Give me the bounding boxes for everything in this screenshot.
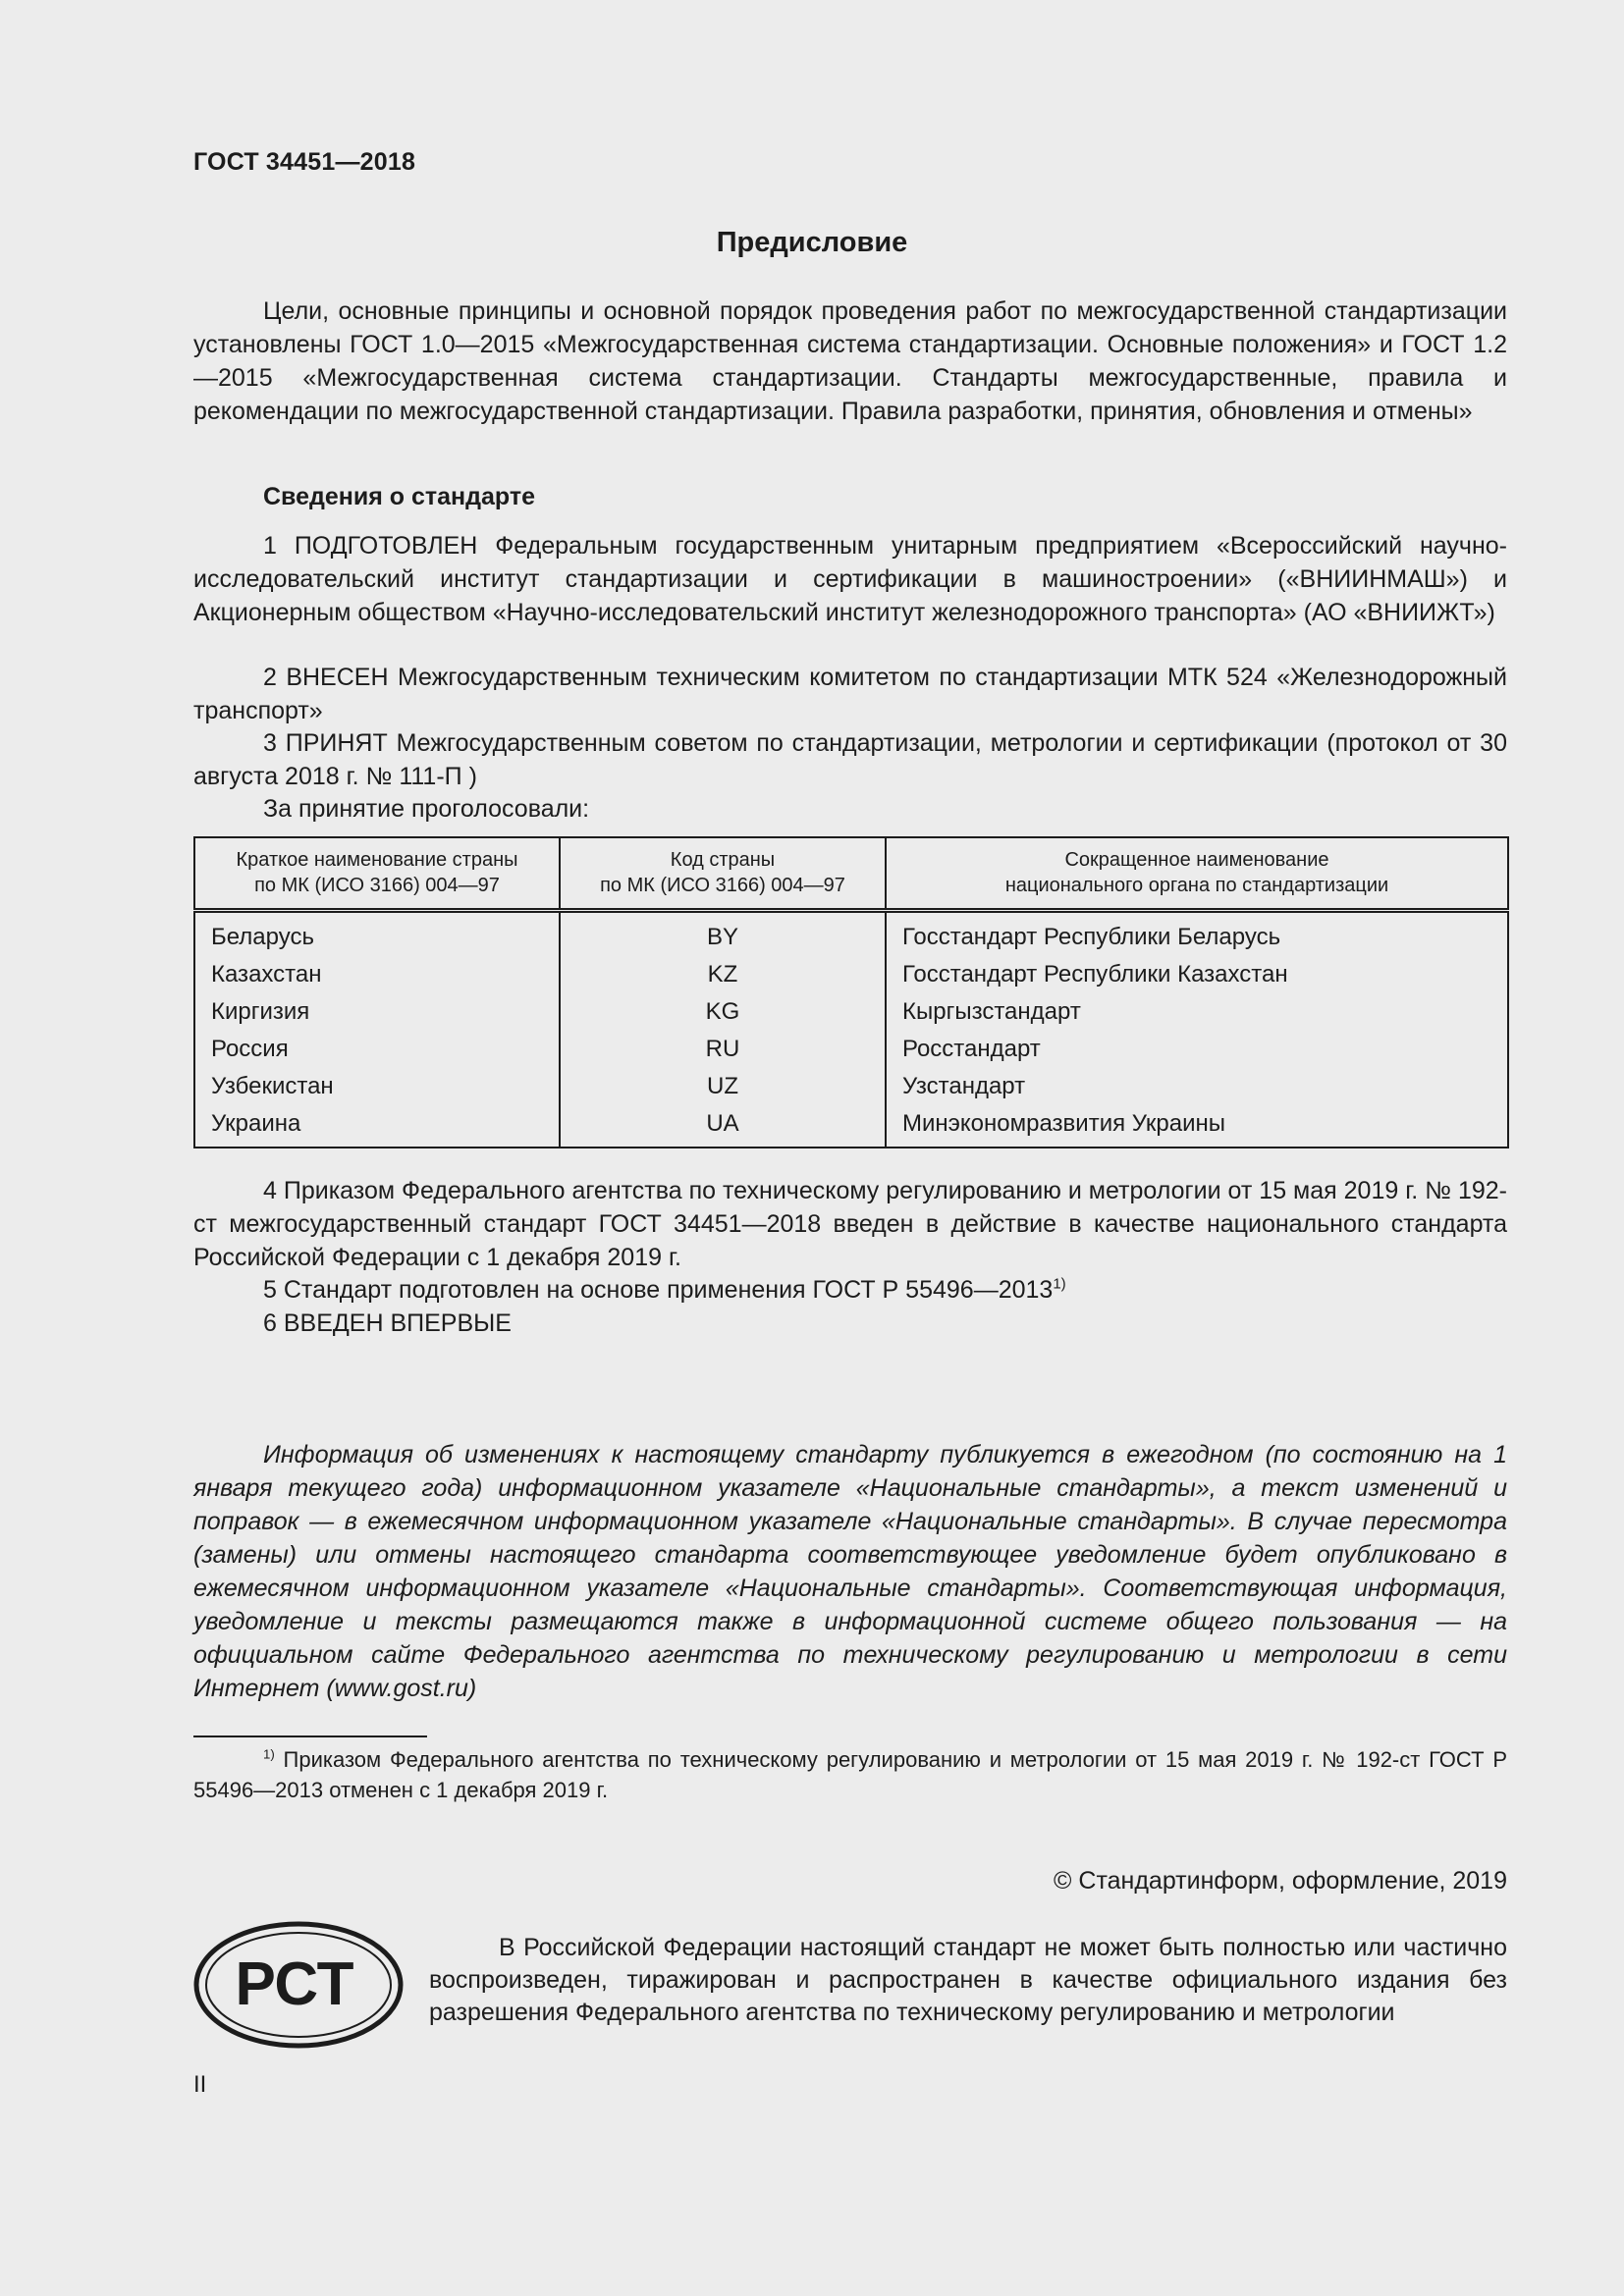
item-prepared: 1 ПОДГОТОВЛЕН Федеральным государственным унитарным предприятием «Всероссийский научно-исследовательский институт стандартизации и сертификации в машиностроении» («ВНИИНМАШ») и Акционерным обществом «Научно-исследовательский институт железнодорожного транспорта» (АО «ВНИИЖТ») [193, 532, 1507, 626]
info-heading: Сведения о стандарте [263, 483, 536, 510]
table-row [194, 993, 1508, 1031]
country-name: Казахстан [194, 956, 560, 993]
footnote-divider [193, 1735, 427, 1737]
table-row [194, 956, 1508, 993]
footnote [193, 1744, 1507, 1805]
table-row [194, 1105, 1508, 1148]
header-country-code: Код страны по МК (ИСО 3166) 004—97 [560, 837, 886, 911]
table-row [194, 1068, 1508, 1105]
footnote-ref: 1) [1053, 1275, 1066, 1293]
copyright: © Стандартинформ, оформление, 2019 [1054, 1867, 1507, 1895]
page-title: Предисловие [716, 227, 908, 258]
country-name: Россия [194, 1031, 560, 1068]
voting-table [193, 836, 1509, 1148]
country-code: BY [560, 911, 886, 957]
standards-body: Минэкономразвития Украины [886, 1105, 1508, 1148]
country-name: Беларусь [194, 911, 560, 957]
rights-notice: В Российской Федерации настоящий стандарт не может быть полностью или частично воспроизведен, тиражирован и распространен в качестве официального издания без разрешения Федерального агентства по техническому регулированию и метрологии [429, 1934, 1507, 2026]
svg-text:РСТ: РСТ [235, 1950, 354, 2018]
item-introduced: 2 ВНЕСЕН Межгосударственным техническим комитетом по стандартизации МТК 524 «Железнодорожный транспорт» [193, 664, 1507, 724]
country-name: Киргизия [194, 993, 560, 1031]
table-header-row [194, 837, 1508, 911]
standards-body: Росстандарт [886, 1031, 1508, 1068]
document-code: ГОСТ 34451—2018 [193, 148, 416, 176]
country-code: KG [560, 993, 886, 1031]
footnote-marker: 1) [263, 1746, 275, 1762]
country-name: Украина [194, 1105, 560, 1148]
intro-paragraph: Цели, основные принципы и основной порядок проведения работ по межгосударственной стандартизации установлены ГОСТ 1.0—2015 «Межгосударственная система стандартизации. Основные положения» и ГОСТ 1.2—2015 «Межгосударственная система стандартизации. Стандарты межгосударственные, правила и рекомендации по межгосударственной стандартизации. Правила разработки, принятия, обновления и отмены» [193, 297, 1507, 425]
page-number: II [193, 2071, 207, 2098]
country-code: UZ [560, 1068, 886, 1105]
item-enacted: 4 Приказом Федерального агентства по техническому регулированию и метрологии от 15 мая 2019 г. № 192-ст межгосударственный стандарт ГОСТ 34451—2018 введен в действие в качестве национального стандарта Российской Федерации с 1 декабря 2019 г. [193, 1177, 1507, 1271]
header-standards-body: Сокращенное наименование национального органа по стандартизации [886, 837, 1508, 911]
standards-body: Госстандарт Республики Казахстан [886, 956, 1508, 993]
header-country-name: Краткое наименование страны по МК (ИСО 3166) 004—97 [194, 837, 560, 911]
standards-body: Узстандарт [886, 1068, 1508, 1105]
table-row [194, 911, 1508, 957]
item-first-introduced: 6 ВВЕДЕН ВПЕРВЫЕ [263, 1309, 512, 1337]
rst-certification-mark-icon [193, 1921, 404, 2049]
table-row [194, 1031, 1508, 1068]
standards-body: Кыргызстандарт [886, 993, 1508, 1031]
item-adopted: 3 ПРИНЯТ Межгосударственным советом по стандартизации, метрологии и сертификации (протокол от 30 августа 2018 г. № 111-П ) [193, 729, 1507, 790]
country-code: RU [560, 1031, 886, 1068]
standards-body: Госстандарт Республики Беларусь [886, 911, 1508, 957]
footnote-text: Приказом Федерального агентства по техническому регулированию и метрологии от 15 мая 2019 г. № 192-ст ГОСТ Р 55496—2013 отменен с 1 декабря 2019 г. [193, 1747, 1507, 1802]
country-code: KZ [560, 956, 886, 993]
item-basis: 5 Стандарт подготовлен на основе применения ГОСТ Р 55496—2013$^{1)}$ [263, 1275, 1066, 1304]
country-code: UA [560, 1105, 886, 1148]
changes-info-paragraph: Информация об изменениях к настоящему стандарту публикуется в ежегодном (по состоянию на 1 января текущего года) информационном указателе «Национальные стандарты», а текст изменений и поправок — в ежемесячном информационном указателе «Национальные стандарты». В случае пересмотра (замены) или отмены настоящего стандарта соответствующее уведомление будет опубликовано в ежемесячном информационном указателе «Национальные стандарты». Соответствующая информация, уведомление и тексты размещаются также в информационной системе общего пользования — на официальном сайте Федерального агентства по техническому регулированию и метрологии в сети Интернет (www.gost.ru) [193, 1441, 1507, 1702]
voted-label: За принятие проголосовали: [263, 795, 590, 823]
country-name: Узбекистан [194, 1068, 560, 1105]
